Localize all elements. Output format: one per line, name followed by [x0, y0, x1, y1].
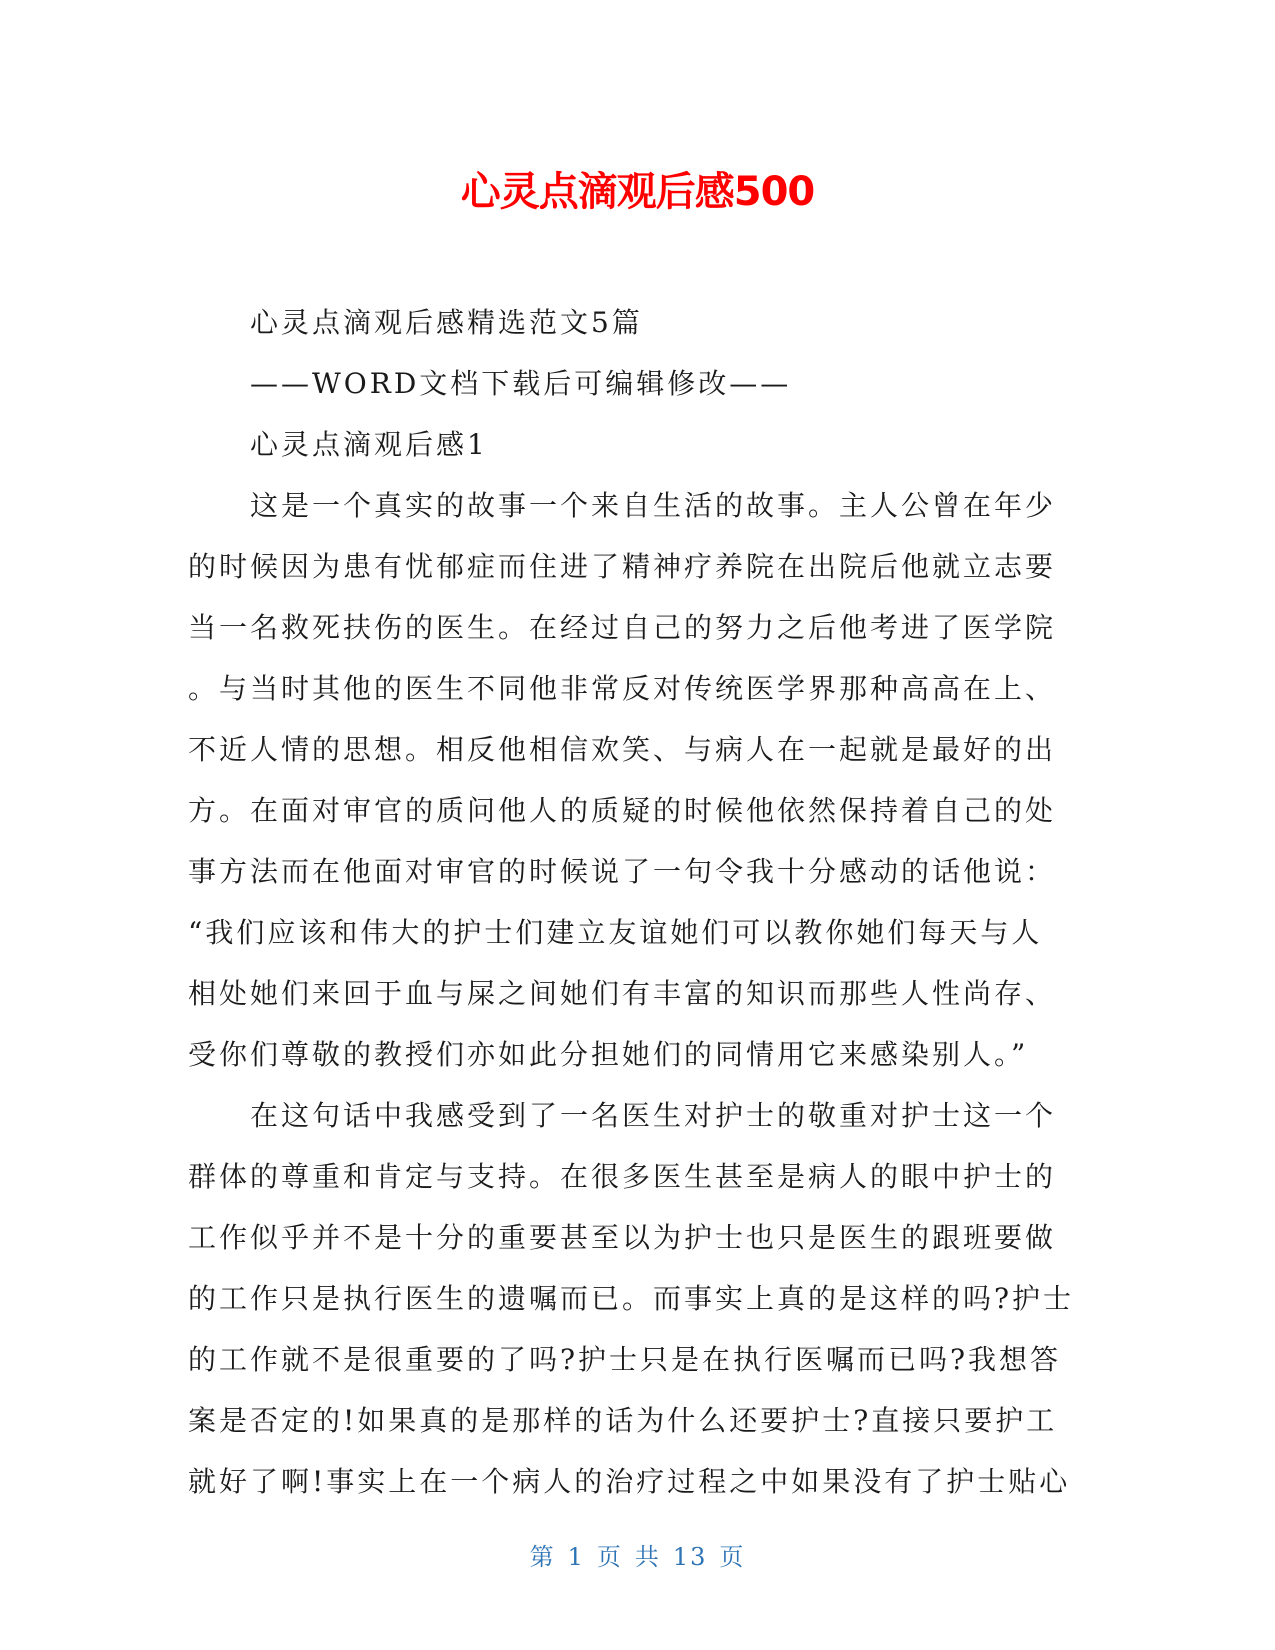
footer-suffix: 页	[719, 1543, 746, 1571]
paragraph-line: 工作似乎并不是十分的重要甚至以为护士也只是医生的跟班要做	[188, 1221, 1057, 1254]
paragraph-line: 在这句话中我感受到了一名医生对护士的敬重对护士这一个	[250, 1099, 1057, 1132]
footer-current-page: 1	[567, 1543, 585, 1571]
subtitle: 心灵点滴观后感精选范文5篇	[250, 306, 643, 339]
footer-page-word: 页	[596, 1543, 623, 1571]
footer-total-pages: 13	[672, 1543, 708, 1571]
paragraph-line: 就好了啊!事实上在一个病人的治疗过程之中如果没有了护士贴心	[188, 1465, 1071, 1498]
paragraph-line: 不近人情的思想。相反他相信欢笑、与病人在一起就是最好的出	[188, 733, 1057, 766]
paragraph-line: 的工作只是执行医生的遗嘱而已。而事实上真的是这样的吗?护士	[188, 1282, 1075, 1315]
paragraph-line: 这是一个真实的故事一个来自生活的故事。主人公曾在年少	[250, 489, 1057, 522]
paragraph-line: 群体的尊重和肯定与支持。在很多医生甚至是病人的眼中护士的	[188, 1160, 1057, 1193]
section-heading: 心灵点滴观后感1	[250, 428, 488, 461]
edit-note: ——WORD文档下载后可编辑修改——	[250, 367, 792, 400]
paragraph-line: “我们应该和伟大的护士们建立友谊她们可以教你她们每天与人	[188, 916, 1043, 949]
paragraph-line: 案是否定的!如果真的是那样的话为什么还要护士?直接只要护工	[188, 1404, 1058, 1437]
paragraph-line: 受你们尊敬的教授们亦如此分担她们的同情用它来感染别人。”	[188, 1038, 1029, 1071]
paragraph-line: 相处她们来回于血与屎之间她们有丰富的知识而那些人性尚存、	[188, 977, 1057, 1010]
paragraph-line: 。与当时其他的医生不同他非常反对传统医学界那种高高在上、	[188, 672, 1057, 705]
paragraph-2	[188, 1085, 1088, 1512]
paragraph-line: 的工作就不是很重要的了吗?护士只是在执行医嘱而已吗?我想答	[188, 1343, 1062, 1376]
document-body	[188, 292, 1088, 1512]
page-number-footer	[0, 1537, 1275, 1572]
paragraph-line: 事方法而在他面对审官的时候说了一句令我十分感动的话他说：	[188, 855, 1057, 888]
paragraph-1	[188, 475, 1088, 1085]
footer-total-word: 共	[634, 1543, 661, 1571]
document-title: 心灵点滴观后感500	[460, 169, 815, 215]
paragraph-line: 方。在面对审官的质问他人的质疑的时候他依然保持着自己的处	[188, 794, 1057, 827]
footer-prefix: 第	[529, 1543, 556, 1571]
paragraph-line: 当一名救死扶伤的医生。在经过自己的努力之后他考进了医学院	[188, 611, 1057, 644]
paragraph-line: 的时候因为患有忧郁症而住进了精神疗养院在出院后他就立志要	[188, 550, 1057, 583]
